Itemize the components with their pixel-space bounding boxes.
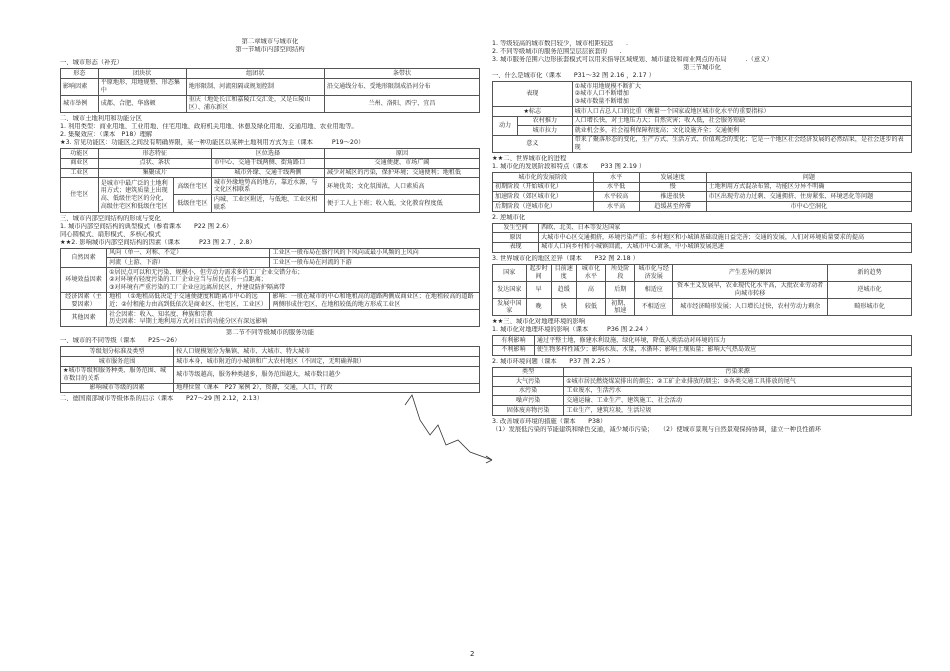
- table-header: 类型: [493, 367, 564, 377]
- table-cell: ★城市等级和服务种类、服务范围、城市数目的关系: [61, 366, 174, 383]
- table-cell: 工业生产，建筑垃圾，生活垃圾: [564, 406, 912, 416]
- table-cell: 高级住宅区: [174, 178, 212, 195]
- table-cell: 风向（单一、对称、不定）: [107, 248, 270, 258]
- table-cell: 市区出现劳动力过剩、交通拥挤、住房紧张、环境恶化等问题: [706, 192, 911, 202]
- heading: 二、德国南部城市等级体系的启示（课本 P27～29 图 2.12，2.13）: [60, 395, 263, 403]
- paragraph: 2. 不同等级城市的服务范围呈层层嵌套的 .: [492, 48, 622, 56]
- heading: 二、城市土地利用和功能分区: [60, 115, 142, 123]
- table-cell: 大城市中心区交通拥挤，环境污染严重；乡村地区和小城镇基础设施日益完善；交通的发展，人们对环境质量要求的提高: [539, 233, 912, 243]
- table-cell: 动力: [493, 116, 518, 135]
- table-cell: 发达国家: [493, 281, 527, 298]
- heading: ★★二、世界城市化的进程: [492, 155, 567, 163]
- table-cell: [107, 268, 480, 293]
- table-cell: 城市服务范围: [61, 357, 174, 367]
- table-cell: 城市本身，城市附近的小城镇和广大农村地区（不固定，无明确界限）: [174, 357, 480, 367]
- city-level-table: [60, 346, 480, 393]
- table-cell: 工业区: [61, 168, 99, 178]
- section-title: 第二节不同等级城市的服务功能: [225, 329, 315, 337]
- table-cell: 地租 （①地租高低决定于交通便捷度和距离市中心的远近；②付租能力由高到低依次是商业区、住宅区、工业区）: [107, 292, 270, 309]
- env-line: ③对环境有严重污染的工厂企业应远离居民区，并建设防护隔离带: [109, 283, 286, 291]
- table-cell: 较低: [576, 299, 605, 316]
- table-cell: ①城市居民燃烧煤炭排出的烟尘；②工矿企业排放的烟尘；③各类交通工具排放的尾气: [564, 377, 912, 387]
- right-column: [492, 40, 912, 434]
- table-header: 产生差异的原因: [673, 264, 828, 281]
- table-cell: 慢: [639, 182, 706, 192]
- table-cell: 商业区: [61, 158, 99, 168]
- table-header: 功能区: [61, 149, 99, 159]
- table-cell: 快: [551, 299, 576, 316]
- table-cell: 城市等级越高，服务种类越多，服务范围越大，城市数目越少: [174, 366, 480, 383]
- table-cell: 城市外缘地势高的地方，靠近水源，与文化区相联系: [211, 178, 324, 195]
- counter-urbanization-table: [492, 223, 912, 253]
- env-line: ②对环境有轻度污染的工厂企业应当与居民点有一点距离；: [109, 276, 267, 284]
- paragraph: （1）发展低污染的节能建筑和绿色交通，减少城市污染； （2）使城市景观与自然景观保持协调，建立一种良性循环: [492, 425, 822, 433]
- arrow-line-icon: [400, 390, 500, 470]
- table-cell: 市中心空洞化: [706, 202, 911, 212]
- table-cell: 初期阶段（开始城市化）: [493, 182, 594, 192]
- other-line: 社会因素：收入、知名度、种族和宗教: [109, 310, 213, 318]
- table-cell: 水平高: [593, 202, 639, 212]
- paragraph: ★★2. 影响城市内部空间结构的因素（课本 P23 图 2.7 、2.8）: [60, 238, 256, 246]
- environment-effect-table: [492, 335, 912, 355]
- table-cell: 工业区一般布局在河流的下游: [270, 258, 480, 268]
- other-line: 历史因素：早期土地利用方式对日后的功能分区有深远影响: [109, 318, 268, 326]
- paragraph: 1. 城市内部空间结构的典型模式（参看课本 P22 图 2.6）: [60, 222, 233, 230]
- stage-table: [492, 172, 912, 211]
- table-cell: 发展中国家: [493, 299, 527, 316]
- paragraph: 2. 逆城市化: [492, 213, 526, 221]
- table-cell: 城市人口占总人口的比重（衡量一个国家或地区城市化水平的重要指标）: [572, 107, 911, 117]
- table-cell: 环境优美；文化氛围浓，人口素质高: [324, 178, 479, 195]
- table-header: 发展速度: [639, 173, 706, 183]
- table-header: 条带状: [324, 69, 479, 79]
- heading: 一、城市形态（补充）: [60, 59, 123, 67]
- table-cell: 带来了聚落形态的变化，生产方式、生活方式、价值观念的变化；它是一个地区社会经济发展的必然结果，是社会进步的表现: [572, 135, 911, 152]
- table-cell: 畸形城市化: [828, 299, 912, 316]
- table-cell: 水污染: [493, 386, 564, 396]
- table-cell: 有利影响: [493, 336, 535, 346]
- table-header: 污染来源: [564, 367, 912, 377]
- table-cell: 兰州、洛阳、西宁、宜昌: [324, 95, 479, 112]
- paragraph: 1. 利用类型：商业用地、工业用地、住宅用地、政府机关用地、休憩及绿化用地、交通用地、农业用地等。: [60, 123, 358, 131]
- table-header: 区位选择: [211, 149, 324, 159]
- table-cell: 工业区一般布局在盛行风的下风向或最小风频的上风向: [270, 248, 480, 258]
- table-cell: 城市人口向乡村和小城镇回流，大城市中心萧条，中小城镇发展迅速: [539, 242, 912, 252]
- chapter-title: 第二章城市与城市化: [241, 38, 299, 45]
- table-header: 新的趋势: [828, 264, 912, 281]
- table-cell: 河流（上游、下游）: [107, 258, 270, 268]
- table-cell: 水平低: [593, 182, 639, 192]
- table-cell: 表现: [493, 82, 573, 107]
- left-column: [60, 38, 480, 404]
- paragraph: 2. 城市环境问题（课本 P37 图 2.25 ）: [492, 357, 614, 365]
- table-cell: 资本主义发展早，农业现代化水平高，大批农业劳动者向城市转移: [673, 281, 828, 298]
- table-header: 目前速度: [551, 264, 576, 281]
- heading: 一、什么是城市化（课本 P31～32 图 2.16 ，2.17 ）: [492, 72, 655, 80]
- table-header: 团块状: [98, 69, 186, 79]
- paragraph: ★3. 常见功能区：功能区之间没有明确界限，某一种功能区以某种土地利用方式为主（课本 P19～20）: [60, 139, 365, 147]
- table-cell: 经济因素（主要因素）: [61, 292, 107, 309]
- table-cell: 意义: [493, 135, 573, 152]
- table-cell: 农村推力: [518, 116, 572, 126]
- table-cell: 发生空间: [493, 223, 539, 233]
- page-number: 2: [470, 650, 475, 658]
- table-cell: 固体废弃物污染: [493, 406, 564, 416]
- table-cell: 交通运输、工业生产、建筑施工、社会活动: [564, 396, 912, 406]
- table-header: 形态特征: [98, 149, 211, 159]
- table-cell: 高: [576, 281, 605, 298]
- table-cell: 西欧、北美、日本等发达国家: [539, 223, 912, 233]
- table-cell: 地形限制、河流阻隔或规划控制: [186, 78, 324, 95]
- table-header: 问题: [706, 173, 911, 183]
- table-cell: 减少对城区的污染，保护环境；交通便利；地租低: [324, 168, 479, 178]
- table-cell: 影响：一般在城市的中心和地租高的道路两侧成商业区；在地租较高的道路两侧形成住宅区，在地租较低的地方形成工业区: [270, 292, 480, 309]
- table-header: 城市化的发展阶段: [493, 173, 594, 183]
- table-cell: 人口增长快，对土地压力大；自然灾害；收入低，社会服务短缺: [572, 116, 911, 126]
- table-cell: 趋缓甚至停滞: [639, 202, 706, 212]
- paragraph: 3. 世界城市化的地区差异（课本 P32 图 2.18 ）: [492, 254, 639, 262]
- regional-difference-table: [492, 264, 912, 317]
- table-cell: 成都、合肥、华盛顿: [98, 95, 186, 112]
- table-cell: 相适应: [635, 281, 673, 298]
- table-cell: 使生物多样性减少；影响水质、水量，水循环；影响土壤质量；影响大气热岛效应: [534, 345, 911, 355]
- table-cell: 交通便捷、市场广阔: [324, 158, 479, 168]
- table-cell: 集聚成片: [98, 168, 211, 178]
- heading: 一、城市的不同等级（课本 P25～26）: [60, 337, 181, 345]
- table-header: 形态: [61, 69, 99, 79]
- table-header: 国家: [493, 264, 527, 281]
- table-cell: 推进很快: [639, 192, 706, 202]
- table-cell: 自然因素: [61, 248, 107, 267]
- table-cell: 大气污染: [493, 377, 564, 387]
- table-cell: 初期、加速: [606, 299, 635, 316]
- table-cell: 环境效益因素: [61, 268, 107, 293]
- table-cell: 城市举例: [61, 95, 99, 112]
- urbanization-table: [492, 81, 912, 153]
- table-cell: 地理位置（课本 P27 案例 2），资源，交通，人口，行政: [174, 383, 480, 393]
- table-header: 城市化水平: [576, 264, 605, 281]
- table-cell: 是城市中最广泛的土地利用方式；建筑质量上出现高、低级住宅区的分化，高级住宅区和低级住宅区: [98, 178, 173, 212]
- paragraph: 2. 集聚效应：（课本 P18）理解: [60, 131, 153, 139]
- list-item: ①城市用地规模不断扩大: [574, 82, 641, 90]
- table-cell: [107, 310, 480, 327]
- table-cell: 趋缓: [551, 281, 576, 298]
- table-header: 起步时间: [526, 264, 551, 281]
- paragraph: 3. 城市服务范围六边形嵌套模式可以用来指导区域规划、城市建设和商业网点的布局 .（意义）: [492, 56, 773, 64]
- factor-table: [60, 248, 480, 327]
- table-cell: 就业机会多，社会福利保障程度高；文化设施齐全；交通便利: [572, 126, 911, 136]
- list-item: ②城市人口不断增加: [574, 90, 629, 98]
- heading: ★★三、城市化对地理环境的影响: [492, 318, 586, 326]
- table-cell: 等级划分标准及类型: [61, 347, 174, 357]
- table-cell: 城市拉力: [518, 126, 572, 136]
- table-cell: 城市经济畸形发展；人口增长过快，农村劳动力剩余: [673, 299, 828, 316]
- table-cell: 工业废水，生活污水: [564, 386, 912, 396]
- table-cell: 便于工人上下班；收入低，文化教育程度低: [324, 195, 479, 212]
- table-cell: 重庆（地处长江和嘉陵江交汇处，又是丘陵山区）、浦东新区: [186, 95, 324, 112]
- table-cell: 低级住宅区: [174, 195, 212, 212]
- table-cell: 土地利用方式混杂布置，功能区分异不明确: [706, 182, 911, 192]
- table-cell: 市中心、交通干线两侧、街角路口: [211, 158, 324, 168]
- table-cell: 后期阶段（逆城市化）: [493, 202, 594, 212]
- table-cell: 水平较高: [593, 192, 639, 202]
- table-cell: 住宅区: [61, 178, 99, 212]
- table-cell: 沿交通线分布、受地形限制成沿河分布: [324, 78, 479, 95]
- city-form-table: [60, 68, 480, 113]
- table-cell: 晚: [526, 299, 551, 316]
- table-cell: 其他因素: [61, 310, 107, 327]
- pollution-table: [492, 367, 912, 416]
- function-zone-table: [60, 148, 480, 212]
- table-cell: 城市外缘、交通干线两侧: [211, 168, 324, 178]
- env-line: ①居民点可以和无污染、规模小，但劳动力需求多的工厂企业交错分布；: [109, 268, 304, 276]
- table-cell: 点状、条状: [98, 158, 211, 168]
- paragraph: 同心圆模式、扇形模式、多核心模式: [60, 230, 161, 238]
- table-header: 水平: [593, 173, 639, 183]
- table-cell: 加速阶段（郊区城市化）: [493, 192, 594, 202]
- table-cell: 通过平整土地，修建水利设施，绿化环境，降低人类活动对环境的压力: [534, 336, 911, 346]
- table-cell: 按人口规模划分为集镇、城市、大城市、特大城市: [174, 347, 480, 357]
- table-cell: 影响因素: [61, 78, 99, 95]
- table-cell: ★标志: [493, 107, 573, 117]
- table-cell: 早: [526, 281, 551, 298]
- section-title: 第三节城市化: [683, 64, 721, 72]
- table-cell: 内城、工业区附近，与低地、工业区相联系: [211, 195, 324, 212]
- table-cell: 原因: [493, 233, 539, 243]
- paragraph: 1. 城市化对地理环境的影响（课本 P36 图 2.24 ）: [492, 326, 652, 334]
- table-header: 原因: [324, 149, 479, 159]
- table-cell: 逆城市化: [828, 281, 912, 298]
- table-cell: 影响城市等级的因素: [61, 383, 174, 393]
- table-header: 所处阶段: [606, 264, 635, 281]
- table-header: 组团状: [186, 69, 324, 79]
- table-cell: 后期: [606, 281, 635, 298]
- table-cell: 噪声污染: [493, 396, 564, 406]
- table-cell: 平原地形、用地规整、形态集中: [98, 78, 186, 95]
- paragraph: 1. 等级较高的城市数目较少，城市相距较远 .: [492, 40, 628, 47]
- paragraph: 3. 改善城市环境的措施（课本 P38）: [492, 417, 607, 425]
- list-item: ③城市数量不断增加: [574, 97, 629, 105]
- heading: 三、城市内部空间结构的形成与变化: [60, 214, 161, 222]
- section-title: 第一节城市内部空间结构: [235, 46, 305, 54]
- table-cell: 表现: [493, 242, 539, 252]
- table-header: 城市化与经济发展: [635, 264, 673, 281]
- paragraph: 1. 城市化的发展阶段和特点（课本 P33 图 2.19 ）: [492, 163, 646, 171]
- table-cell: 不相适应: [635, 299, 673, 316]
- table-cell: [572, 82, 911, 107]
- table-cell: 不利影响: [493, 345, 535, 355]
